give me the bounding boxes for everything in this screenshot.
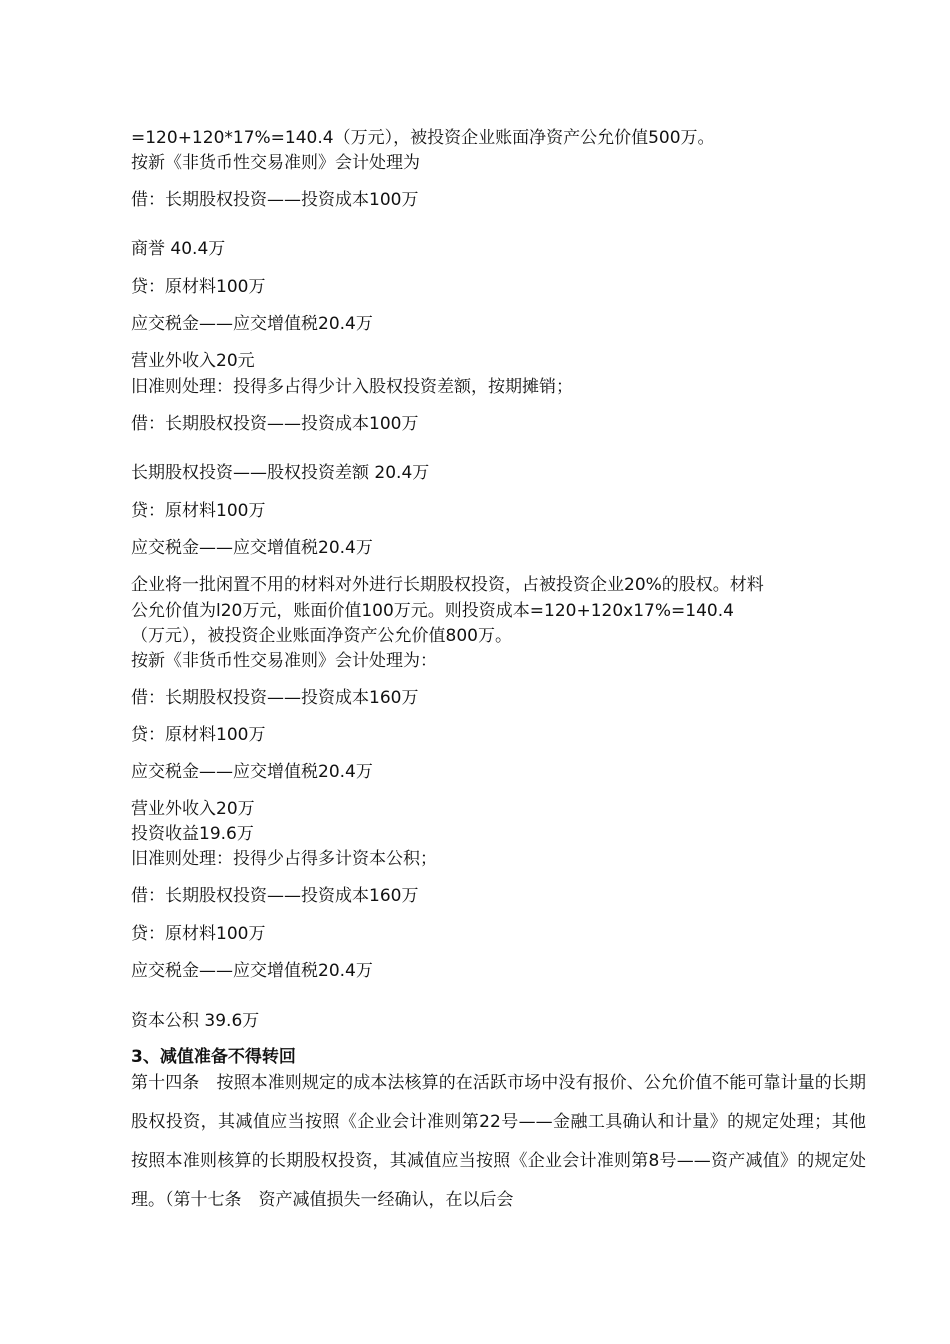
- text-line: 旧准则处理：投得少占得多计资本公积；: [131, 849, 437, 869]
- text-line: 应交税金——应交增值税20.4万: [131, 538, 373, 558]
- text-line: 资本公积 39.6万: [131, 1011, 260, 1031]
- text-line: 贷：原材料100万: [131, 277, 266, 297]
- text-line: 商誉 40.4万: [131, 239, 226, 259]
- text-line: 投资收益19.6万: [131, 824, 254, 844]
- text-line: 贷：原材料100万: [131, 725, 266, 745]
- text-line: 应交税金——应交增值税20.4万: [131, 762, 373, 782]
- text-line: 借：长期股权投资——投资成本160万: [131, 886, 419, 906]
- text-line: 按新《非货币性交易准则》会计处理为：: [131, 651, 437, 671]
- text-line: 公允价值为l20万元，账面价值100万元。则投资成本=120+120x17%=140.4: [131, 601, 734, 621]
- text-line: 旧准则处理：投得多占得少计入股权投资差额，按期摊销；: [131, 377, 573, 397]
- text-line: 借：长期股权投资——投资成本100万: [131, 414, 419, 434]
- text-line: 长期股权投资——股权投资差额 20.4万: [131, 463, 430, 483]
- text-line: （万元），被投资企业账面净资产公允价值800万。: [131, 626, 512, 646]
- text-line: 应交税金——应交增值税20.4万: [131, 961, 373, 981]
- text-line: 借：长期股权投资——投资成本160万: [131, 688, 419, 708]
- article-paragraph: 第十四条 按照本准则规定的成本法核算的在活跃市场中没有报价、公允价值不能可靠计量的长期股权投资，其减值应当按照《企业会计准则第22号——金融工具确认和计量》的规定处理；其他按照本准则核算的长期股权投资，其减值应当按照《企业会计准则第8号——资产减值》的规定处理。（第十七条 资产减值损失一经确认，在以后会: [131, 1073, 866, 1210]
- text-line: 按新《非货币性交易准则》会计处理为: [131, 153, 420, 173]
- text-line: 贷：原材料100万: [131, 924, 266, 944]
- text-line: 应交税金——应交增值税20.4万: [131, 314, 373, 334]
- text-line: 企业将一批闲置不用的材料对外进行长期股权投资，占被投资企业20%的股权。材料: [131, 575, 764, 595]
- text-line: 贷：原材料100万: [131, 501, 266, 521]
- section-heading: 3、减值准备不得转回: [131, 1047, 296, 1067]
- text-line: =120+120*17%=140.4（万元），被投资企业账面净资产公允价值500万。: [131, 128, 715, 148]
- text-line: 借：长期股权投资——投资成本100万: [131, 190, 419, 210]
- text-line: 营业外收入20元: [131, 351, 255, 371]
- text-line: 营业外收入20万: [131, 799, 255, 819]
